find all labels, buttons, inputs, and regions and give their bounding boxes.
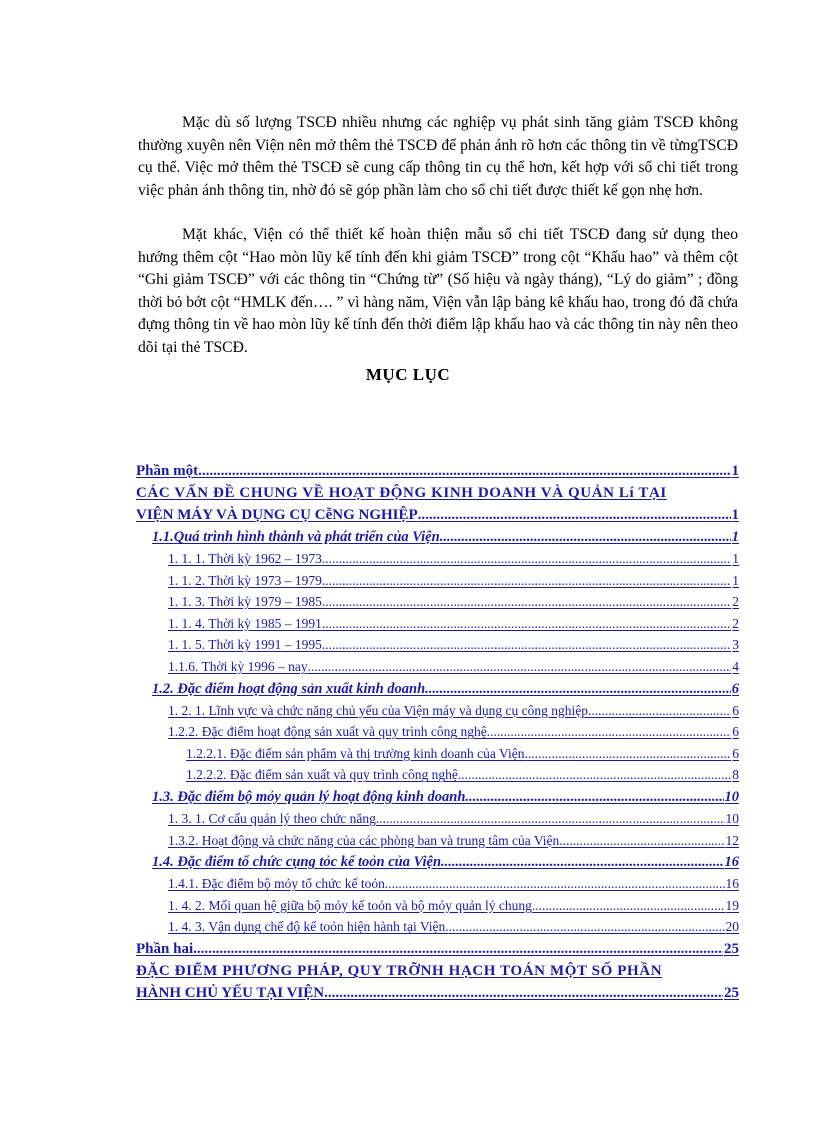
- toc-page-number: 16: [725, 876, 739, 892]
- toc-page-number: 1: [731, 507, 739, 523]
- toc-entry-text: HÀNH CHỦ YẾU TẠI VIỆN: [136, 984, 325, 1001]
- toc-page-number: 25: [724, 984, 739, 1001]
- toc-leader: [465, 786, 723, 808]
- toc-entry-1-2-2-1[interactable]: [136, 743, 739, 765]
- toc-entry-1-1-4[interactable]: [136, 613, 739, 635]
- toc-entry-part-two[interactable]: [136, 938, 739, 960]
- toc-entry-text: 1.2.2.1. Đặc điểm sản phẩm và thị trường kinh doanh của Viện.: [186, 745, 528, 761]
- toc-page-number: 16: [724, 854, 739, 871]
- toc-entry-1-3-1[interactable]: [136, 808, 739, 830]
- toc-page-number: 2: [732, 615, 739, 631]
- toc-page-number: 20: [725, 919, 739, 935]
- toc-entry-text: 1.2.2. Đặc điểm hoạt động sản xuất và quy trình công nghệ.: [168, 724, 491, 740]
- toc-entry-part-two-title-line-2[interactable]: [136, 982, 739, 1004]
- toc-leader: [388, 873, 724, 895]
- toc-leader: [322, 613, 731, 635]
- toc-entry-1-1[interactable]: [136, 526, 739, 548]
- toc-leader: [308, 656, 732, 678]
- toc-leader: [198, 460, 730, 482]
- paragraph-1: Mặc dù số lượng TSCĐ nhiều nhưng các nghiệp vụ phát sinh tăng giảm TSCĐ không thường xuyên nên Viện nên mở thêm thẻ TSCĐ để phản ánh rõ hơn các thông tin về từngTSCĐ cụ thể. Việc mở thêm thẻ TSCĐ sẽ cung cấp thông tin cụ thể hơn, kết hợp với sổ chi tiết trong việc phản ánh thông tin, nhờ đó sẽ góp phần làm cho sổ chi tiết được thiết kế gọn nhẹ hơn.: [138, 114, 738, 199]
- toc-entry-text: 1. 1. 5. Thời kỳ 1991 – 1995: [168, 637, 322, 653]
- toc-entry-text: 1.2.2.2. Đặc điểm sản xuất và quy trình công nghệ: [186, 767, 458, 783]
- toc-page-number: 3: [732, 637, 739, 653]
- toc-leader: [322, 548, 731, 570]
- toc-entry-1-1-3[interactable]: [136, 591, 739, 613]
- toc-page-number: 4: [732, 658, 739, 674]
- toc-entry-1-1-5[interactable]: [136, 634, 739, 656]
- toc-entry-text: 1. 1. 1. Thời kỳ 1962 – 1973: [168, 551, 322, 566]
- toc-leader: [458, 764, 731, 786]
- toc-leader: [418, 504, 731, 526]
- toc-entry-1-1-2[interactable]: [136, 570, 739, 592]
- toc-leader: [490, 721, 731, 743]
- toc-leader: [376, 808, 725, 830]
- table-of-contents: [136, 460, 739, 1004]
- toc-page-number: 12: [725, 832, 739, 848]
- toc-page-number: 8: [732, 767, 739, 783]
- paragraph-2: Mặt khác, Viện có thể thiết kế hoàn thiện mẫu sổ chi tiết TSCĐ đang sử dụng theo hướng thêm cột “Hao mòn lũy kế tính đến khi giảm TSCĐ” trong cột “Khấu hao” và thêm cột “Ghi giảm TSCĐ” với các thông tin “Chứng từ” (Số hiệu và ngày tháng), “Lý do giảm” ; đồng thời bỏ bớt cột “HMLK đến…. ” vì hàng năm, Viện vẫn lập bảng kê khấu hao, trong đó đã chứa đựng thông tin về hao mòn lũy kế tính đến thời điểm lập khấu hao và các thông tin này nên theo dõi tại thẻ TSCĐ.: [138, 226, 738, 356]
- toc-leader: [322, 591, 731, 613]
- toc-leader: [528, 743, 731, 765]
- toc-entry-chapter-title-line-1[interactable]: [136, 482, 739, 504]
- toc-page-number: 10: [725, 810, 739, 826]
- toc-page-number: 1: [731, 463, 739, 479]
- toc-entry-1-2-2[interactable]: [136, 721, 739, 743]
- toc-leader: [440, 526, 731, 548]
- toc-entry-1-4[interactable]: [136, 851, 739, 873]
- toc-entry-1-3[interactable]: [136, 786, 739, 808]
- toc-page-number: 1: [732, 551, 739, 566]
- toc-entry-1-4-1[interactable]: [136, 873, 739, 895]
- toc-entry-1-1-1[interactable]: [136, 548, 739, 570]
- toc-page-number: 10: [724, 788, 739, 805]
- toc-entry-text: 1.3. Đặc điểm bộ mỏy quản lý hoạt động kinh doanh: [152, 788, 466, 805]
- toc-leader: [193, 938, 723, 960]
- toc-entry-text: 1.4.1. Đặc điểm bộ mỏy tổ chức kế toỏn.: [168, 876, 389, 892]
- toc-page-number: 6: [732, 745, 739, 761]
- toc-leader: [322, 634, 731, 656]
- toc-leader: [588, 700, 731, 722]
- toc-entry-text: 1. 1. 4. Thời kỳ 1985 – 1991: [168, 615, 322, 631]
- toc-leader: [532, 895, 725, 917]
- toc-heading: MỤC LỤC: [365, 365, 451, 384]
- toc-page-number: 6: [731, 680, 739, 697]
- toc-leader: [449, 916, 725, 938]
- toc-entry-text: ĐẶC ĐIỂM PHƯƠNG PHÁP, QUY TRỠNH HẠCH TOÁN MỘT SỐ PHẦN: [136, 962, 663, 979]
- toc-page-number: 1: [732, 572, 739, 588]
- toc-entry-1-3-2[interactable]: [136, 830, 739, 852]
- toc-entry-text: 1.1.Quá trình hình thành và phát triển của Viện: [152, 529, 440, 545]
- toc-entry-1-2-2-2[interactable]: [136, 764, 739, 786]
- toc-entry-text: Phần một: [136, 463, 199, 479]
- toc-entry-text: 1.2. Đặc điểm hoạt động sản xuất kinh doanh.: [152, 680, 429, 697]
- toc-entry-1-1-6[interactable]: [136, 656, 739, 678]
- toc-entry-1-2-1[interactable]: [136, 700, 739, 722]
- toc-page-number: 6: [732, 724, 739, 740]
- toc-entry-text: 1. 4. 3. Vận dụng chế độ kế toỏn hiện hành tại Viện.: [168, 919, 449, 935]
- toc-page-number: 1: [731, 529, 739, 545]
- toc-page-number: 2: [732, 594, 739, 610]
- toc-entry-text: 1.4. Đặc điểm tổ chức cụng tỏc kế toỏn của Viện: [152, 854, 442, 871]
- toc-entry-text: 1. 2. 1. Lĩnh vực và chức năng chủ yếu của Viện máy và dụng cụ công nghiệp: [168, 702, 588, 718]
- toc-entry-1-4-2[interactable]: [136, 895, 739, 917]
- toc-entry-text: Phần hai: [136, 940, 194, 957]
- toc-leader: [429, 678, 731, 700]
- toc-leader: [324, 982, 723, 1004]
- toc-page-number: 6: [732, 702, 739, 718]
- toc-leader: [559, 830, 724, 852]
- toc-page-number: 19: [725, 897, 739, 913]
- toc-entry-text: 1.1.6. Thời kỳ 1996 – nay: [168, 658, 308, 674]
- toc-entry-chapter-title-line-2[interactable]: [136, 504, 739, 526]
- toc-entry-text: VIỆN MÁY VÀ DỤNG CỤ CễNG NGHIỆP: [136, 507, 418, 523]
- toc-entry-text: 1. 4. 2. Mối quan hệ giữa bộ mỏy kế toỏn và bộ mỏy quản lý chung: [168, 897, 532, 913]
- toc-entry-text: 1. 3. 1. Cơ cấu quản lý theo chức năng: [168, 810, 376, 826]
- toc-entry-text: 1. 1. 2. Thời kỳ 1973 – 1979: [168, 572, 322, 588]
- toc-leader: [322, 570, 731, 592]
- toc-entry-1-4-3[interactable]: [136, 916, 739, 938]
- toc-entry-1-2[interactable]: [136, 678, 739, 700]
- toc-entry-text: CÁC VẤN ĐỀ CHUNG VỀ HOẠT ĐỘNG KINH DOANH VÀ QUẢN Lí TẠI: [136, 485, 667, 501]
- toc-entry-part-one[interactable]: [136, 460, 739, 482]
- toc-leader: [441, 851, 723, 873]
- toc-entry-part-two-title-line-1[interactable]: [136, 960, 739, 982]
- toc-page-number: 25: [724, 940, 739, 957]
- toc-entry-text: 1. 1. 3. Thời kỳ 1979 – 1985: [168, 594, 322, 610]
- toc-entry-text: 1.3.2. Hoạt động và chức năng của các phòng ban và trung tâm của Viện: [168, 832, 560, 848]
